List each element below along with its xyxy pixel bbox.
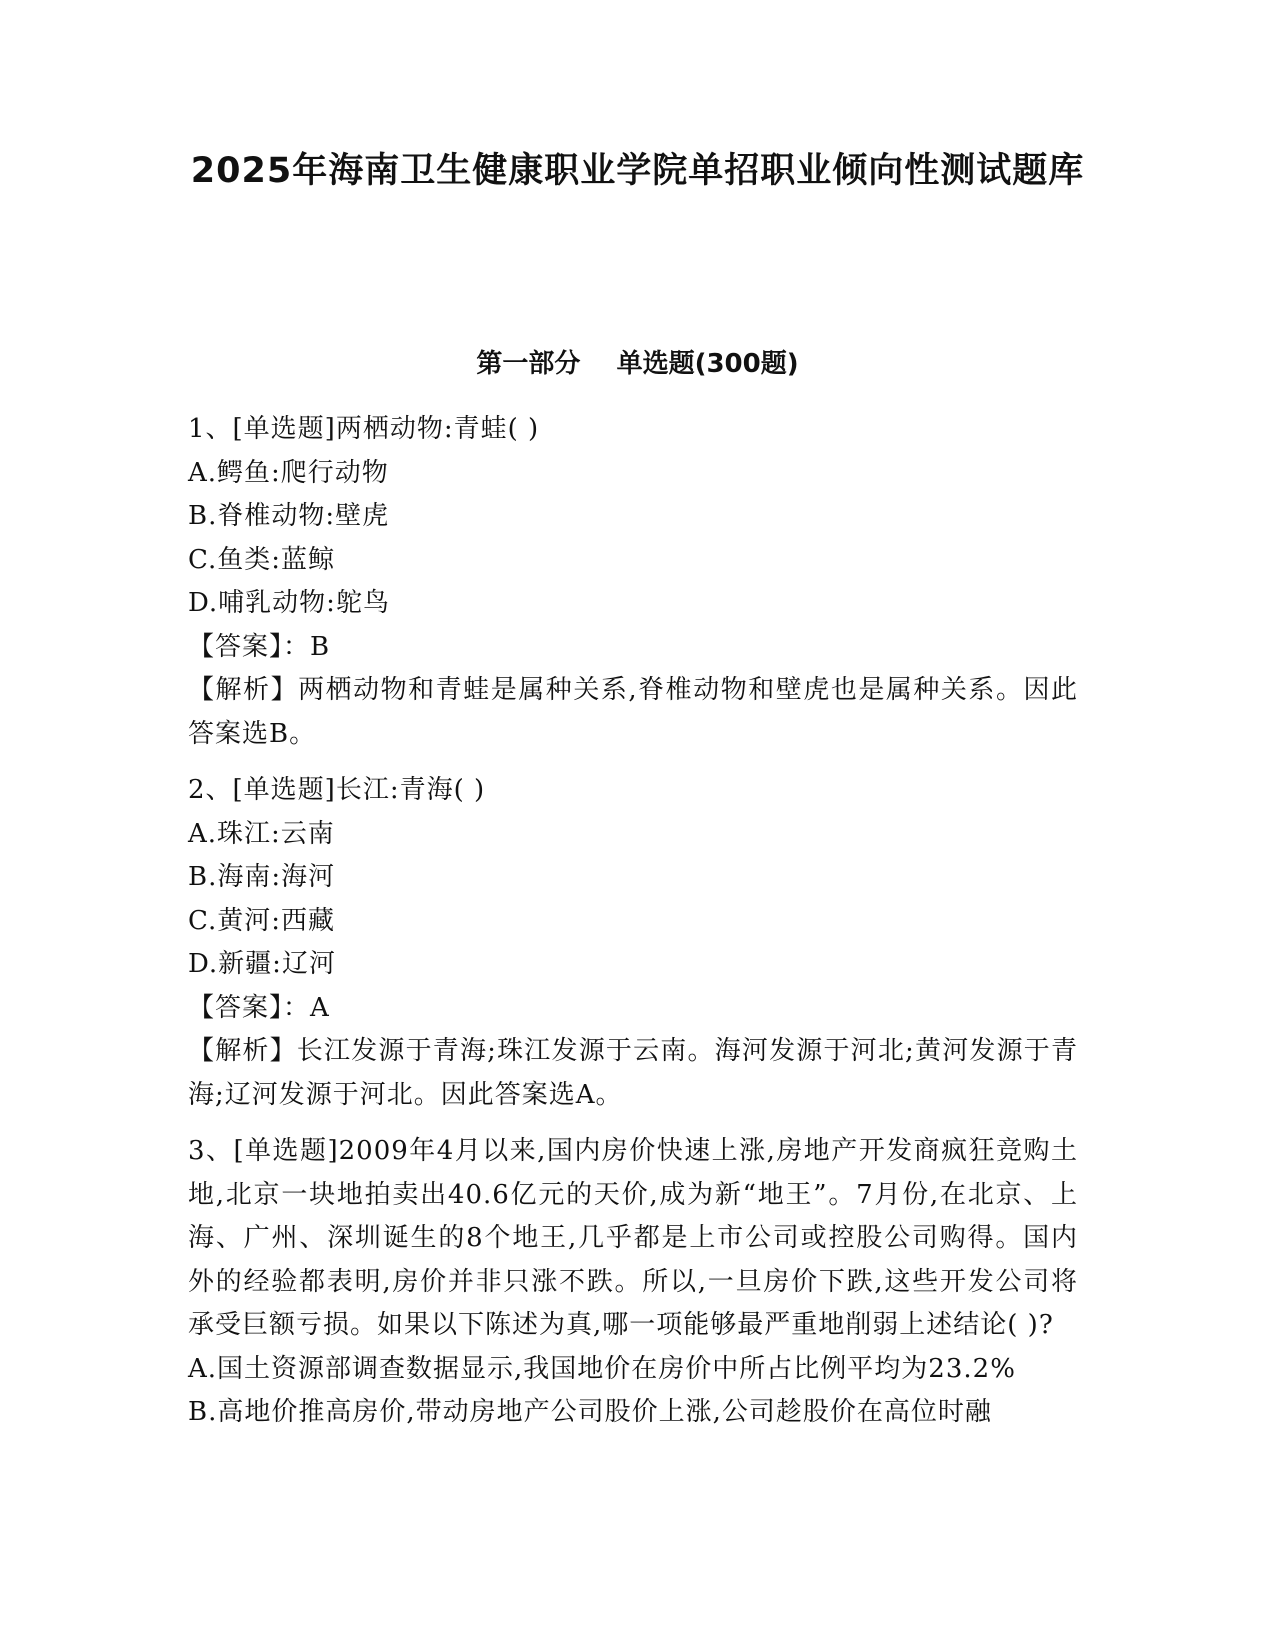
question-item [188, 408, 1078, 756]
question-item [188, 1130, 1078, 1435]
option-c: C.黄河:西藏 [188, 905, 335, 936]
option-b: B.高地价推高房价,带动房地产公司股价上涨,公司趁股价在高位时融 [188, 1397, 992, 1427]
option-b: B.脊椎动物:壁虎 [188, 501, 390, 531]
option-c: C.鱼类:蓝鲸 [188, 544, 335, 575]
analysis-text: 【解析】两栖动物和青蛙是属种关系,脊椎动物和壁虎也是属种关系。因此答案选B。 [188, 675, 1078, 749]
question-list [188, 408, 1078, 1448]
analysis-text: 【解析】长江发源于青海;珠江发源于云南。海河发源于河北;黄河发源于青海;辽河发源于河北。因此答案选A。 [188, 1036, 1078, 1110]
question-item [188, 769, 1078, 1117]
question-stem: 3、[单选题]2009年4月以来,国内房价快速上涨,房地产开发商疯狂竞购土地,北京一块地拍卖出40.6亿元的天价,成为新“地王”。7月份,在北京、上海、广州、深圳诞生的8个地王,几乎都是上市公司或控股公司购得。国内外的经验都表明,房价并非只涨不跌。所以,一旦房价下跌,这些开发公司将承受巨额亏损。如果以下陈述为真,哪一项能够最严重地削弱上述结论( )? [188, 1136, 1078, 1340]
option-d: D.哺乳动物:鸵鸟 [188, 588, 390, 618]
option-a: A.国土资源部调查数据显示,我国地价在房价中所占比例平均为23.2% [188, 1353, 1016, 1384]
option-d: D.新疆:辽河 [188, 949, 336, 979]
answer-line: 【答案】：A [188, 992, 330, 1023]
question-stem: 1、[单选题]两栖动物:青蛙( ) [188, 414, 540, 444]
section-heading: 第一部分 单选题(300题) [476, 349, 799, 379]
option-a: A.鳄鱼:爬行动物 [188, 457, 389, 488]
answer-line: 【答案】：B [188, 631, 331, 662]
option-b: B.海南:海河 [188, 862, 336, 892]
option-a: A.珠江:云南 [188, 818, 335, 849]
question-stem: 2、[单选题]长江:青海( ) [188, 775, 486, 805]
document-title: 2025年海南卫生健康职业学院单招职业倾向性测试题库 [190, 151, 1085, 191]
